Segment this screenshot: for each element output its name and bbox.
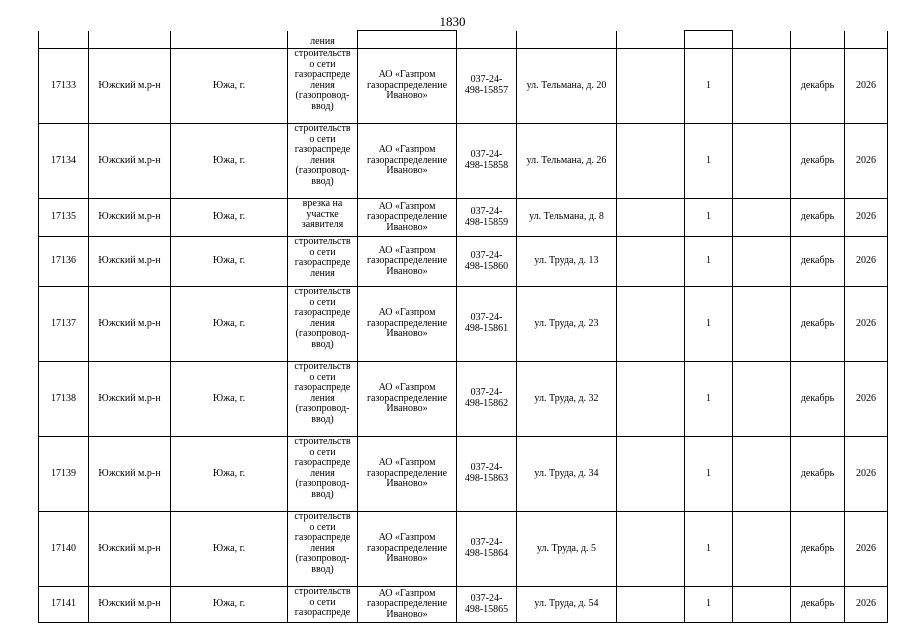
code-line: 498-15865 — [464, 603, 509, 615]
code-line: 037-24- — [470, 74, 503, 86]
cell-year: 2026 — [845, 287, 888, 362]
code-line: 037-24- — [470, 462, 503, 474]
cell-address: ул. Тельмана, д. 20 — [517, 49, 617, 124]
cell-org — [358, 287, 457, 362]
type-line: строительств — [294, 123, 351, 134]
cell-extra-2 — [733, 199, 791, 237]
type-line: газораспреде — [294, 144, 351, 156]
cell-year — [845, 31, 888, 49]
org-line: АО «Газпром — [378, 69, 436, 81]
cell-district: Южский м.р-н — [89, 437, 171, 512]
type-line: газораспреде — [294, 307, 351, 319]
cell-qty — [685, 31, 733, 49]
cell-locality: Южа, г. — [171, 237, 288, 287]
cell-year: 2026 — [845, 437, 888, 512]
type-line: (газопровод- — [295, 403, 350, 415]
org-line: АО «Газпром — [378, 307, 436, 319]
type-line: газораспреде — [294, 532, 351, 544]
cell-extra-1 — [617, 362, 685, 437]
org-line: газораспределение — [366, 392, 448, 404]
cell-district — [89, 31, 171, 49]
cell-district: Южский м.р-н — [89, 287, 171, 362]
cell-extra-2 — [733, 124, 791, 199]
cell-id: 17141 — [39, 587, 89, 623]
org-line: АО «Газпром — [378, 244, 436, 256]
cell-address: ул. Труда, д. 54 — [517, 587, 617, 623]
type-line: газораспреде — [294, 69, 351, 81]
code-line: 037-24- — [470, 249, 503, 261]
org-line: АО «Газпром — [378, 532, 436, 544]
type-line: (газопровод- — [295, 90, 350, 102]
type-line: о сети — [309, 446, 336, 458]
type-line: строительств — [294, 236, 351, 247]
cell-qty: 1 — [685, 587, 733, 623]
cell-month: декабрь — [791, 124, 845, 199]
type-line: о сети — [309, 133, 336, 145]
cell-year: 2026 — [845, 199, 888, 237]
table-row — [39, 587, 888, 623]
cell-month: декабрь — [791, 512, 845, 587]
cell-year: 2026 — [845, 49, 888, 124]
cell-locality: Южа, г. — [171, 512, 288, 587]
cell-qty: 1 — [685, 362, 733, 437]
cell-month — [791, 31, 845, 49]
code-line: 037-24- — [470, 149, 503, 161]
cell-id: 17136 — [39, 237, 89, 287]
org-line: газораспределение — [366, 317, 448, 329]
cell-extra-1 — [617, 49, 685, 124]
type-line: о сети — [309, 521, 336, 533]
type-line: ления — [310, 79, 335, 91]
type-line: строительств — [294, 511, 351, 522]
cell-type — [288, 362, 358, 437]
type-line: строительств — [294, 361, 351, 372]
cell-address: ул. Труда, д. 23 — [517, 287, 617, 362]
cell-org — [358, 587, 457, 623]
type-line: ввод) — [311, 338, 334, 350]
type-line: ления — [310, 542, 335, 554]
table-row — [39, 287, 888, 362]
code-line: 498-15863 — [464, 473, 509, 484]
org-line: АО «Газпром — [378, 382, 436, 394]
type-line: ления — [310, 154, 335, 166]
cell-qty: 1 — [685, 199, 733, 237]
code-line: 037-24- — [470, 387, 503, 399]
type-line: ввод) — [311, 100, 334, 112]
org-line: АО «Газпром — [378, 587, 436, 599]
cell-extra-2 — [733, 287, 791, 362]
cell-qty: 1 — [685, 49, 733, 124]
cell-type — [288, 287, 358, 362]
cell-address: ул. Труда, д. 34 — [517, 437, 617, 512]
code-line: 037-24- — [470, 592, 503, 604]
table-row — [39, 512, 888, 587]
cell-code — [457, 199, 517, 237]
type-line: заявителя — [301, 219, 344, 231]
org-line: газораспределение — [366, 467, 448, 479]
cell-locality: Южа, г. — [171, 287, 288, 362]
cell-extra-1 — [617, 199, 685, 237]
cell-address: ул. Труда, д. 32 — [517, 362, 617, 437]
cell-code — [457, 49, 517, 124]
cell-code — [457, 512, 517, 587]
type-line: ления — [310, 317, 335, 329]
cell-district: Южский м.р-н — [89, 362, 171, 437]
cell-address: ул. Труда, д. 13 — [517, 237, 617, 287]
cell-locality — [171, 31, 288, 49]
type-line: ления — [310, 467, 335, 479]
cell-qty: 1 — [685, 124, 733, 199]
type-line: о сети — [309, 596, 336, 608]
cell-code — [457, 362, 517, 437]
code-line: 498-15859 — [464, 216, 509, 228]
cell-extra-2 — [733, 362, 791, 437]
cell-id: 17133 — [39, 49, 89, 124]
cell-org — [358, 49, 457, 124]
cell-district: Южский м.р-н — [89, 512, 171, 587]
org-line: Иваново» — [386, 478, 428, 490]
table-row — [39, 237, 888, 287]
cell-month: декабрь — [791, 587, 845, 623]
cell-district: Южский м.р-н — [89, 587, 171, 623]
cell-extra-1 — [617, 587, 685, 623]
table-row — [39, 437, 888, 512]
cell-year: 2026 — [845, 124, 888, 199]
org-line: газораспределение — [366, 598, 448, 610]
code-line: 498-15857 — [464, 85, 509, 96]
org-line: Иваново» — [386, 608, 428, 620]
cell-extra-2 — [733, 49, 791, 124]
cell-extra-2 — [733, 437, 791, 512]
cell-org — [358, 31, 457, 49]
cell-extra-1 — [617, 512, 685, 587]
cell-year: 2026 — [845, 237, 888, 287]
cell-district: Южский м.р-н — [89, 237, 171, 287]
cell-qty: 1 — [685, 237, 733, 287]
cell-year: 2026 — [845, 512, 888, 587]
cell-extra-1 — [617, 237, 685, 287]
type-line: (газопровод- — [295, 165, 350, 177]
cell-code — [457, 437, 517, 512]
org-line: газораспределение — [366, 211, 448, 223]
org-line: Иваново» — [386, 403, 428, 415]
page-number: 1830 — [439, 14, 466, 29]
org-line: АО «Газпром — [378, 457, 436, 469]
type-line: о сети — [309, 296, 336, 308]
org-line: Иваново» — [386, 328, 428, 340]
cell-qty: 1 — [685, 437, 733, 512]
cell-extra-2 — [733, 237, 791, 287]
type-line: газораспреде — [294, 257, 351, 269]
code-line: 037-24- — [470, 537, 503, 549]
cell-year: 2026 — [845, 362, 888, 437]
org-line: Иваново» — [386, 265, 428, 277]
type-line: (газопровод- — [295, 328, 350, 340]
org-line: АО «Газпром — [378, 144, 436, 156]
code-line: 037-24- — [470, 205, 503, 217]
cell-month: декабрь — [791, 437, 845, 512]
cell-org — [358, 199, 457, 237]
type-line: ввод) — [311, 488, 334, 500]
org-line: Иваново» — [386, 90, 428, 102]
table-row — [39, 362, 888, 437]
cell-id: 17137 — [39, 287, 89, 362]
type-line: участке — [306, 208, 339, 220]
cell-year: 2026 — [845, 587, 888, 623]
cell-type — [288, 237, 358, 287]
cell-code — [457, 124, 517, 199]
cell-locality: Южа, г. — [171, 587, 288, 623]
cell-locality: Южа, г. — [171, 124, 288, 199]
type-line: газораспреде — [294, 457, 351, 469]
cell-locality: Южа, г. — [171, 199, 288, 237]
cell-address: ул. Тельмана, д. 8 — [517, 199, 617, 237]
cell-type — [288, 512, 358, 587]
cell-code — [457, 287, 517, 362]
cell-qty: 1 — [685, 287, 733, 362]
org-line: газораспределение — [366, 255, 448, 267]
type-line: ления — [310, 392, 335, 404]
cell-address: ул. Тельмана, д. 26 — [517, 124, 617, 199]
cell-code — [457, 31, 517, 49]
cell-locality: Южа, г. — [171, 362, 288, 437]
cell-extra-1 — [617, 287, 685, 362]
type-line: о сети — [309, 371, 336, 383]
org-line: газораспределение — [366, 79, 448, 91]
type-line: ввод) — [311, 563, 334, 575]
cell-type — [288, 437, 358, 512]
table-row — [39, 199, 888, 237]
cell-id: 17135 — [39, 199, 89, 237]
continuation-row — [39, 31, 888, 49]
cell-month: декабрь — [791, 237, 845, 287]
org-line: Иваново» — [386, 221, 428, 233]
type-line: ления — [310, 267, 335, 279]
code-line: 498-15861 — [464, 323, 509, 334]
cell-qty: 1 — [685, 512, 733, 587]
cell-id — [39, 31, 89, 49]
cell-month: декабрь — [791, 362, 845, 437]
cell-id: 17140 — [39, 512, 89, 587]
cell-id: 17134 — [39, 124, 89, 199]
type-line: строительств — [294, 586, 351, 597]
cell-id: 17139 — [39, 437, 89, 512]
cell-code — [457, 587, 517, 623]
type-line: ввод) — [311, 175, 334, 187]
org-line: Иваново» — [386, 553, 428, 565]
cell-code — [457, 237, 517, 287]
cell-extra-2 — [733, 512, 791, 587]
code-line: 498-15864 — [464, 548, 509, 559]
cell-extra-2 — [733, 587, 791, 623]
cell-address: ул. Труда, д. 5 — [517, 512, 617, 587]
type-line: врезка на — [302, 198, 343, 209]
code-line: 498-15858 — [464, 160, 509, 171]
org-line: газораспределение — [366, 154, 448, 166]
code-line: 037-24- — [470, 312, 503, 324]
cell-extra-2 — [733, 31, 791, 49]
code-line: 498-15862 — [464, 398, 509, 409]
cell-extra-1 — [617, 31, 685, 49]
type-line: газораспреде — [294, 607, 351, 619]
cell-locality: Южа, г. — [171, 49, 288, 124]
type-line: строительств — [294, 436, 351, 447]
cell-district: Южский м.р-н — [89, 199, 171, 237]
type-line: (газопровод- — [295, 478, 350, 490]
org-line: Иваново» — [386, 165, 428, 177]
cell-month: декабрь — [791, 199, 845, 237]
type-line: ввод) — [311, 413, 334, 425]
table-body — [39, 31, 888, 623]
cell-id: 17138 — [39, 362, 89, 437]
gasification-table — [38, 30, 888, 623]
org-line: АО «Газпром — [378, 200, 436, 212]
cell-type — [288, 49, 358, 124]
type-line: (газопровод- — [295, 553, 350, 565]
cell-locality: Южа, г. — [171, 437, 288, 512]
table-row — [39, 124, 888, 199]
cell-extra-1 — [617, 437, 685, 512]
type-line: строительств — [294, 286, 351, 297]
cell-type — [288, 31, 358, 49]
cell-org — [358, 437, 457, 512]
cell-address — [517, 31, 617, 49]
cell-month: декабрь — [791, 49, 845, 124]
code-line: 498-15860 — [464, 260, 509, 272]
cell-extra-1 — [617, 124, 685, 199]
type-line: газораспреде — [294, 382, 351, 394]
type-line: ления — [310, 36, 335, 48]
cell-type — [288, 199, 358, 237]
cell-type — [288, 124, 358, 199]
cell-month: декабрь — [791, 287, 845, 362]
type-line: о сети — [309, 246, 336, 258]
cell-type — [288, 587, 358, 623]
table-row — [39, 49, 888, 124]
type-line: о сети — [309, 58, 336, 70]
cell-district: Южский м.р-н — [89, 124, 171, 199]
org-line: газораспределение — [366, 542, 448, 554]
cell-org — [358, 362, 457, 437]
cell-district: Южский м.р-н — [89, 49, 171, 124]
type-line: строительств — [294, 48, 351, 59]
cell-org — [358, 512, 457, 587]
cell-org — [358, 124, 457, 199]
cell-org — [358, 237, 457, 287]
